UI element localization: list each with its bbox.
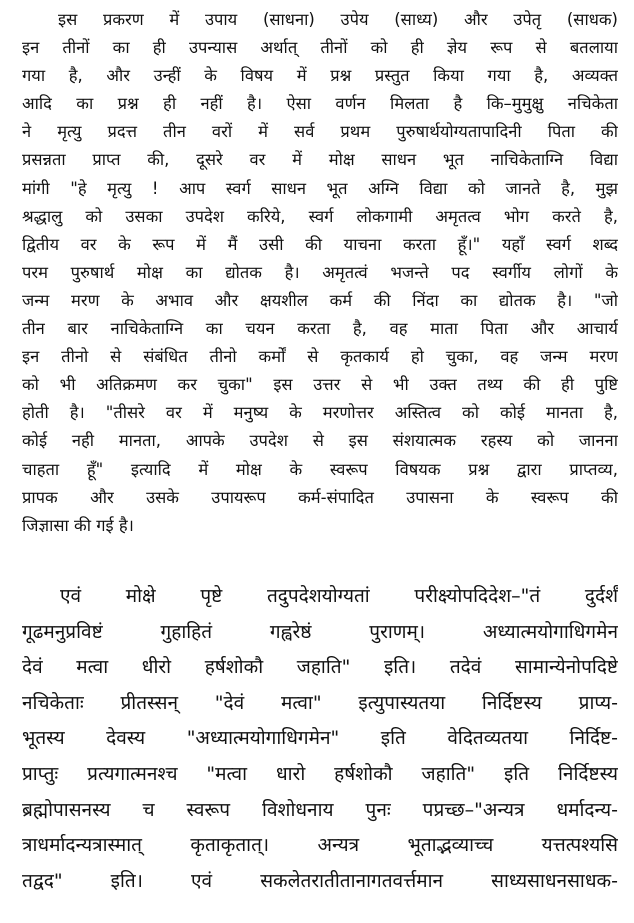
text-line: प्रसन्नता प्राप्त की, दूसरे वर में मोक्ष साधन भूत नाचिकेताग्नि विद्या (22, 150, 618, 170)
text-line: इन तीनो से संबंधित तीनो कर्मों से कृतकार्य हो चुका, वह जन्म मरण (22, 347, 618, 367)
text-line: कोई नही मानता, आपके उपदेश से इस संशयात्मक रहस्य को जानना (22, 431, 618, 451)
text-line: इस प्रकरण में उपाय (साधना) उपेय (साध्य) और उपेतृ (साधक) (58, 10, 618, 29)
text-line: भूतस्य देवस्य "अध्यात्मयोगाधिगमेन" इति वेदितव्यतया निर्दिष्ट- (22, 727, 618, 750)
text-line: त्राधर्मादन्यत्रास्मात् कृताकृतात्। अन्यत्र भूताद्भव्याच्च यत्तत्पश्यसि (22, 834, 618, 857)
text-line: ने मृत्यु प्रदत्त तीन वरों में सर्व प्रथम पुरुषार्थयोग्यतापादिनी पिता की (22, 122, 618, 142)
text-line: श्रद्धालु को उसका उपदेश करिये, स्वर्ग लोकगामी अमृतत्व भोग करते है, (22, 206, 618, 226)
text-line: परम पुरुषार्थ मोक्ष का द्योतक है। अमृतत्वं भजन्ते पद स्वर्गीय लोगों के (22, 262, 618, 282)
text-line: प्रापक और उसके उपायरूप कर्म-संपादित उपासना के स्वरूप की (22, 487, 618, 507)
hindi-paragraph (22, 6, 618, 540)
text-line: एवं मोक्षे पृष्टे तदुपदेशयोग्यतां परीक्ष्योपदिदेश–"तं दुर्दर्शं (60, 585, 618, 607)
document-page (22, 6, 618, 917)
text-line: प्राप्तुः प्रत्यगात्मनश्च "मत्वा धारो हर्षशोकौ जहाति" इति निर्दिष्टस्य (22, 762, 618, 785)
text-line: द्वितीय वर के रूप में मैं उसी की याचना करता हूँ।" यहाँ स्वर्ग शब्द (22, 234, 618, 254)
text-line: देवं मत्वा धीरो हर्षशोकौ जहाति" इति। तदेवं सामान्येनोपदिष्टे (22, 656, 618, 679)
text-line: गया है, और उन्हीं के विषय में प्रश्न प्रस्तुत किया गया है, अव्यक्त (22, 66, 618, 86)
text-line: तीन बार नाचिकेताग्नि का चयन करता है, वह माता पिता और आचार्य (22, 319, 618, 339)
text-line: आदि का प्रश्न ही नहीं है। ऐसा वर्णन मिलता है कि–मुमुक्षु नचिकेता (22, 94, 618, 114)
text-line: चाहता हूँ" इत्यादि में मोक्ष के स्वरूप विषयक प्रश्न द्वारा प्राप्तव्य, (22, 459, 618, 479)
text-line: ब्रह्मोपासनस्य च स्वरूप विशोधनाय पुनः पप्रच्छ–"अन्यत्र धर्मादन्य- (22, 798, 618, 821)
text-line: को भी अतिक्रमण कर चुका" इस उत्तर से भी उक्त तथ्य की ही पुष्टि (22, 375, 618, 395)
text-line: तद्वद" इति। एवं सकलेतरातीतानागतवर्त्तमान साध्यसाधनसाधक- (22, 869, 618, 892)
text-line: मांगी "हे मृत्यु ! आप स्वर्ग साधन भूत अग्नि विद्या को जानते है, मुझ (22, 178, 618, 198)
text-line: नचिकेताः प्रीतस्सन् "देवं मत्वा" इत्युपास्यतया निर्दिष्टस्य प्राप्य- (22, 691, 618, 714)
text-line: जिज्ञासा की गई है। (22, 515, 134, 535)
text-line: इन तीनों का ही उपन्यास अर्थात् तीनों को ही ज्ञेय रूप से बतलाया (22, 38, 618, 58)
text-line: होती है। "तीसरे वर में मनुष्य के मरणोत्तर अस्तित्व को कोई मानता है, (22, 403, 618, 423)
text-line: गूढमनुप्रविष्टं गुहाहितं गह्वरेष्ठं पुराणम्। अध्यात्मयोगाधिगमेन (22, 620, 618, 643)
sanskrit-paragraph (22, 579, 618, 899)
text-line: जन्म मरण के अभाव और क्षयशील कर्म की निंदा का द्योतक है। "जो (22, 290, 618, 310)
